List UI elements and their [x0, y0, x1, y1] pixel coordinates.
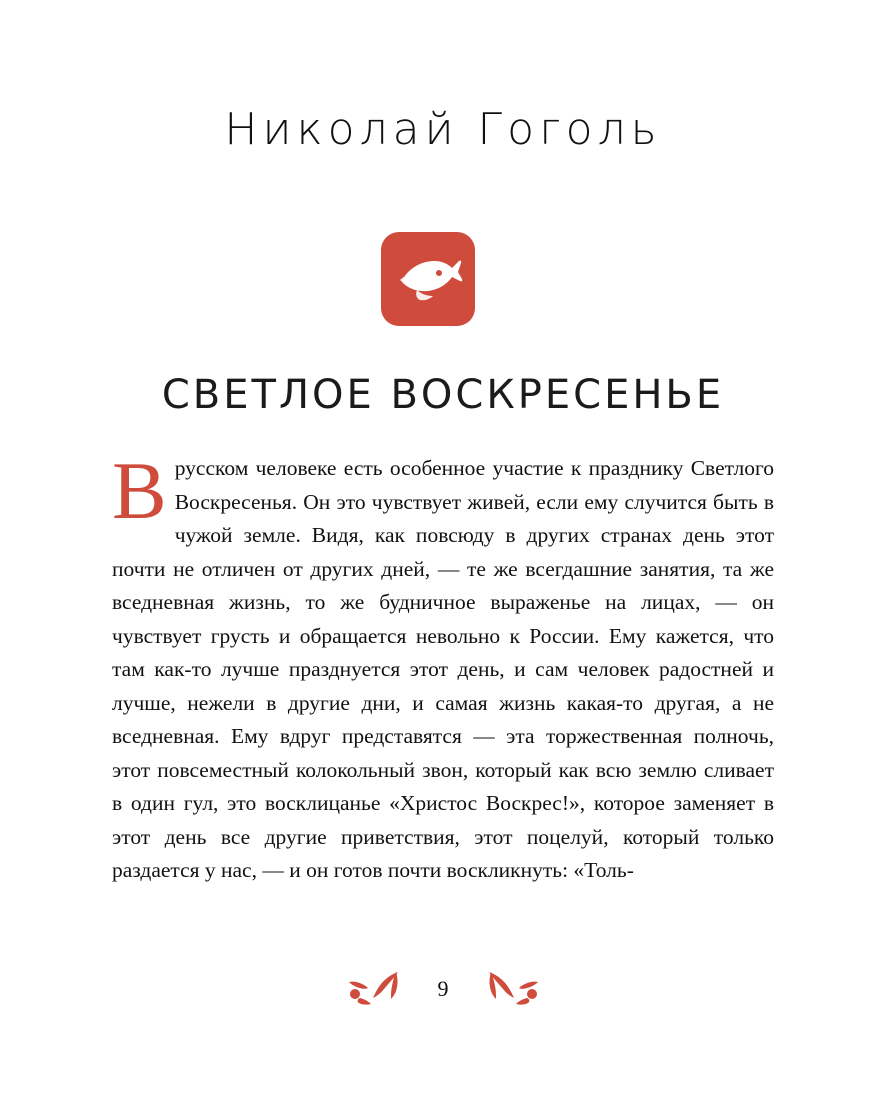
page-number: 9	[437, 976, 449, 1001]
floral-ornament-right-icon	[485, 968, 541, 1010]
page-footer	[0, 968, 886, 1010]
page-title: СВЕТЛОЕ ВОСКРЕСЕНЬЕ	[161, 372, 725, 418]
fish-emblem-icon	[381, 232, 475, 326]
body-text	[112, 445, 774, 888]
body-paragraph	[112, 445, 774, 888]
body-paragraph-text: русском человеке есть особенное участие к празднику Светлого Воскресенья. Он это чувствует живей, если ему случится быть в чужой земле. Видя, как повсюду в других странах день этот почти не отличен от других дней, — те же всегдашние занятия, та же вседневная жизнь, то же будничное выраженье на лицах, — он чувствует грусть и обращается невольно к России. Ему кажется, что там как-то лучше празднуется этот день, и сам человек радостней и лучше, нежели в другие дни, и самая жизнь какая-то другая, а не вседневная. Ему вдруг представятся — эта торжественная полночь, этот повсеместный колокольный звон, который как всю землю сливает в один гул, это восклицанье «Христос Воскрес!», которое заменяет в этот день все другие приветствия, этот поцелуй, который только раздается у нас, — и он готов почти воскликнуть: «Толь-	[112, 456, 774, 882]
drop-cap: В	[112, 445, 167, 536]
floral-ornament-left-icon	[346, 968, 402, 1010]
author-name: Николай Гоголь	[224, 104, 662, 155]
